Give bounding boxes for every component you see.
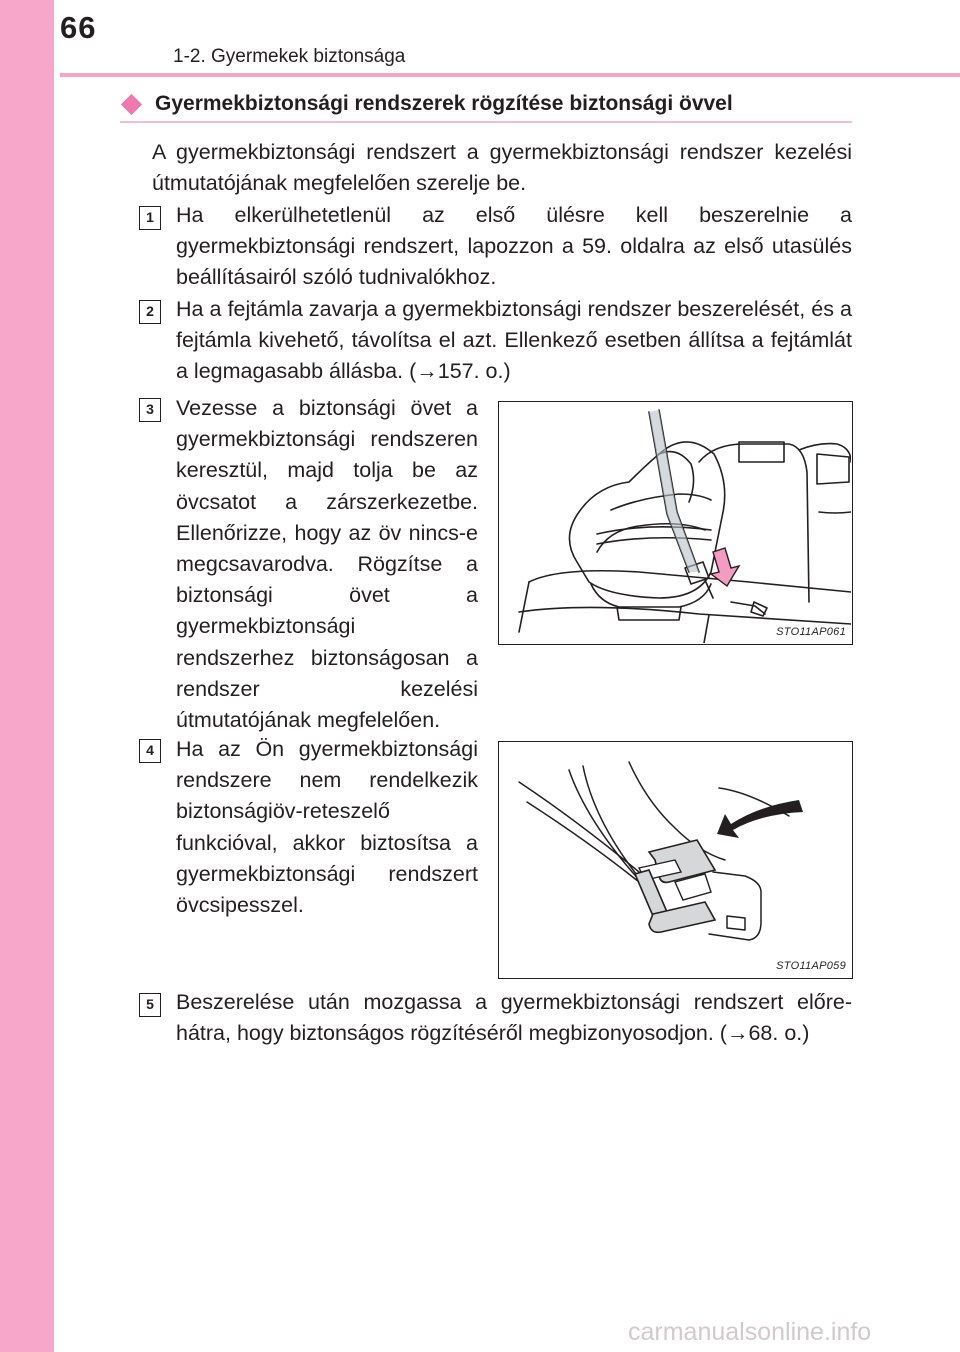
step-4-text: Ha az Ön gyermekbiztonsági rendszere nem rendelkezik biztonságiöv-reteszelő funkcióval, akkor biztosítsa a gyermekbiztonsági rendszert övcsipesszel. — [176, 737, 478, 918]
step-number-1: 1 — [139, 206, 161, 230]
watermark: carmanualsonline.info — [628, 1318, 872, 1346]
step-number-5: 5 — [139, 993, 161, 1017]
section-heading — [120, 92, 733, 116]
chapter-color-tab — [0, 0, 54, 1352]
child-seat-illustration — [499, 402, 851, 643]
header-divider — [60, 73, 960, 77]
figure-child-seat-installation — [498, 401, 853, 645]
intro-paragraph: A gyermekbiztonsági rendszert a gyermekbiztonsági rendszer kezelési útmutatójának megfelelően szerelje be. — [152, 140, 852, 196]
step-1-text: Ha elkerülhetetlenül az első ülésre kell beszerelnie a gyermekbiztonsági rendszert, lapozzon a 59. oldalra az első utasülés beállításairól szóló tudnivalókhoz. — [176, 203, 852, 290]
section-title: Gyermekbiztonsági rendszerek rögzítése biztonsági övvel — [155, 92, 733, 115]
figure-3-code: STO11AP061 — [776, 626, 846, 638]
section-divider — [120, 121, 852, 123]
belt-clip-illustration — [499, 742, 851, 977]
step-number-2: 2 — [139, 300, 161, 324]
chapter-title: 1-2. Gyermekek biztonsága — [173, 46, 406, 67]
figure-belt-clip — [498, 741, 853, 979]
step-5-text: Beszerelése után mozgassa a gyermekbiztonsági rendszert előre-hátra, hogy biztonságos rögzítéséről megbizonyosodjon. (→68. o.) — [176, 990, 852, 1046]
step-2-text: Ha a fejtámla zavarja a gyermekbiztonsági rendszer beszerelését, és a fejtámla kivehető, távolítsa el azt. Ellenkező esetben állítsa a fejtámlát a legmagasabb állásba. (→157. o.) — [176, 297, 852, 384]
step-number-3: 3 — [139, 398, 161, 422]
step-number-4: 4 — [139, 739, 161, 763]
step-3-text: Vezesse a biztonsági övet a gyermekbiztonsági rendszeren keresztül, majd tolja be az övcsatot a zárszerkezetbe. Ellenőrizze, hogy az öv nincs-e megcsavarodva. Rögzítse a biztonsági övet a gyermekbiztonsági rendszerhez biztonságosan a rendszer kezelési útmutatójának megfelelően. — [176, 396, 478, 733]
page-number: 66 — [60, 10, 97, 45]
figure-4-code: STO11AP059 — [776, 960, 846, 972]
diamond-bullet-icon — [121, 93, 142, 114]
